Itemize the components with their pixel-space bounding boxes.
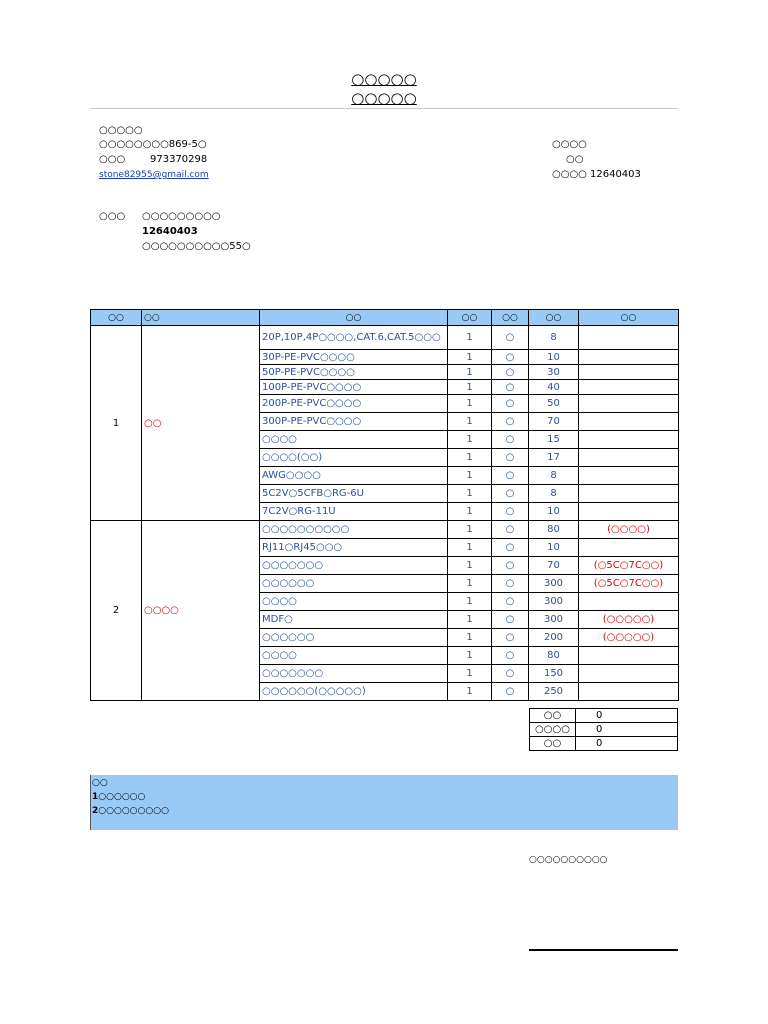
item-name-cell: ○○○○○○ [260, 575, 448, 593]
group-category-cell: ○○ [142, 326, 260, 521]
item-qty-cell: 1 [448, 350, 492, 365]
item-remark-cell: (○○○○○) [579, 611, 679, 629]
notes-line-1: 1○○○○○○ [92, 792, 146, 802]
item-price-cell: 8 [529, 326, 579, 350]
quote-info-label-3: ○○○○ [552, 169, 587, 180]
item-remark-cell [579, 350, 679, 365]
item-qty-cell: 1 [448, 395, 492, 413]
item-qty-cell: 1 [448, 647, 492, 665]
customer-label: ○○○ [99, 211, 126, 222]
item-remark-cell [579, 365, 679, 380]
item-unit-cell: ○ [492, 647, 529, 665]
item-unit-cell: ○ [492, 521, 529, 539]
item-unit-cell: ○ [492, 431, 529, 449]
item-qty-cell: 1 [448, 611, 492, 629]
group-index-cell: 2 [91, 521, 142, 701]
item-price-cell: 40 [529, 380, 579, 395]
item-price-cell: 10 [529, 539, 579, 557]
item-name-cell: 100P-PE-PVC○○○○ [260, 380, 448, 395]
company-phone-label: ○○○ [99, 154, 126, 165]
item-unit-cell: ○ [492, 575, 529, 593]
item-unit-cell: ○ [492, 413, 529, 431]
item-unit-cell: ○ [492, 557, 529, 575]
item-name-cell: ○○○○○○○○○○ [260, 521, 448, 539]
item-remark-cell [579, 449, 679, 467]
column-header-remark: ○○ [579, 310, 679, 326]
item-name-cell: ○○○○ [260, 431, 448, 449]
quote-info-value-3: 12640403 [590, 169, 641, 180]
totals-label: ○○ [530, 709, 576, 723]
totals-label: ○○○○ [530, 723, 576, 737]
item-unit-cell: ○ [492, 611, 529, 629]
item-unit-cell: ○ [492, 326, 529, 350]
company-phone: 973370298 [150, 154, 208, 165]
item-name-cell: AWG○○○○ [260, 467, 448, 485]
item-remark-cell [579, 380, 679, 395]
customer-tax-id: 12640403 [142, 226, 198, 237]
quote-info-label-2: ○○ [566, 154, 584, 165]
table-header-row [91, 310, 679, 326]
totals-label: ○○ [530, 737, 576, 751]
item-qty-cell: 1 [448, 575, 492, 593]
item-qty-cell: 1 [448, 557, 492, 575]
company-name: ○○○○○ [99, 125, 143, 136]
document-title-line2: ○○○○○ [351, 89, 417, 107]
header-divider [90, 108, 678, 109]
item-qty-cell: 1 [448, 431, 492, 449]
item-qty-cell: 1 [448, 449, 492, 467]
item-remark-cell: (○○○○) [579, 521, 679, 539]
item-price-cell: 80 [529, 647, 579, 665]
signature-line [529, 949, 678, 951]
item-qty-cell: 1 [448, 521, 492, 539]
item-price-cell: 300 [529, 611, 579, 629]
item-price-cell: 50 [529, 395, 579, 413]
item-remark-cell [579, 647, 679, 665]
item-price-cell: 10 [529, 503, 579, 521]
item-price-cell: 300 [529, 575, 579, 593]
customer-name: ○○○○○○○○○ [142, 211, 221, 222]
item-remark-cell [579, 503, 679, 521]
item-qty-cell: 1 [448, 380, 492, 395]
item-remark-cell [579, 485, 679, 503]
item-qty-cell: 1 [448, 485, 492, 503]
item-name-cell: 7C2V○RG-11U [260, 503, 448, 521]
item-price-cell: 80 [529, 521, 579, 539]
column-header-category: ○○ [142, 310, 260, 326]
item-name-cell: 300P-PE-PVC○○○○ [260, 413, 448, 431]
item-qty-cell: 1 [448, 326, 492, 350]
notes-line-2: 2○○○○○○○○○ [92, 806, 169, 816]
item-name-cell: MDF○ [260, 611, 448, 629]
column-header-price: ○○ [529, 310, 579, 326]
item-remark-cell [579, 593, 679, 611]
item-name-cell: 5C2V○5CFB○RG-6U [260, 485, 448, 503]
company-email-link[interactable]: stone82955@gmail.com [99, 170, 209, 180]
document-title-line1: ○○○○○ [351, 70, 417, 88]
item-unit-cell: ○ [492, 593, 529, 611]
quote-items-table [90, 309, 679, 701]
column-header-item: ○○ [260, 310, 448, 326]
totals-table [529, 708, 678, 751]
item-price-cell: 300 [529, 593, 579, 611]
item-name-cell: ○○○○○○○ [260, 665, 448, 683]
item-remark-cell [579, 431, 679, 449]
item-unit-cell: ○ [492, 365, 529, 380]
item-unit-cell: ○ [492, 629, 529, 647]
item-price-cell: 10 [529, 350, 579, 365]
item-unit-cell: ○ [492, 467, 529, 485]
column-header-index: ○○ [91, 310, 142, 326]
item-price-cell: 8 [529, 485, 579, 503]
item-name-cell: 50P-PE-PVC○○○○ [260, 365, 448, 380]
item-price-cell: 17 [529, 449, 579, 467]
table-row [91, 521, 679, 539]
column-header-qty: ○○ [448, 310, 492, 326]
column-header-unit: ○○ [492, 310, 529, 326]
item-name-cell: 20P,10P,4P○○○○,CAT.6,CAT.5○○○ [260, 326, 448, 350]
item-unit-cell: ○ [492, 449, 529, 467]
notes-box [90, 775, 678, 830]
item-qty-cell: 1 [448, 503, 492, 521]
item-name-cell: 30P-PE-PVC○○○○ [260, 350, 448, 365]
item-qty-cell: 1 [448, 467, 492, 485]
group-category-cell: ○○○○ [142, 521, 260, 701]
company-address: ○○○○○○○○869-5○ [99, 139, 207, 150]
totals-value: 0 [576, 737, 678, 751]
item-remark-cell [579, 683, 679, 701]
item-remark-cell: (○○○○○) [579, 629, 679, 647]
item-price-cell: 70 [529, 413, 579, 431]
item-remark-cell [579, 395, 679, 413]
item-name-cell: ○○○○(○○) [260, 449, 448, 467]
totals-value: 0 [576, 723, 678, 737]
item-remark-cell: (○5C○7C○○) [579, 557, 679, 575]
item-unit-cell: ○ [492, 485, 529, 503]
notes-title: ○○ [92, 778, 108, 788]
item-name-cell: ○○○○ [260, 647, 448, 665]
item-unit-cell: ○ [492, 350, 529, 365]
item-price-cell: 15 [529, 431, 579, 449]
item-unit-cell: ○ [492, 665, 529, 683]
item-price-cell: 200 [529, 629, 579, 647]
item-price-cell: 8 [529, 467, 579, 485]
item-price-cell: 70 [529, 557, 579, 575]
item-name-cell: ○○○○○○○ [260, 557, 448, 575]
item-qty-cell: 1 [448, 629, 492, 647]
item-remark-cell [579, 413, 679, 431]
totals-row-tax [530, 723, 678, 737]
item-qty-cell: 1 [448, 539, 492, 557]
item-qty-cell: 1 [448, 683, 492, 701]
totals-value: 0 [576, 709, 678, 723]
item-qty-cell: 1 [448, 365, 492, 380]
item-remark-cell [579, 467, 679, 485]
item-price-cell: 150 [529, 665, 579, 683]
item-qty-cell: 1 [448, 413, 492, 431]
item-remark-cell [579, 539, 679, 557]
item-unit-cell: ○ [492, 395, 529, 413]
quote-info-label-1: ○○○○ [552, 139, 587, 150]
item-remark-cell [579, 665, 679, 683]
item-unit-cell: ○ [492, 380, 529, 395]
totals-row-total [530, 737, 678, 751]
customer-address: ○○○○○○○○○○55○ [142, 241, 251, 252]
item-price-cell: 30 [529, 365, 579, 380]
item-unit-cell: ○ [492, 503, 529, 521]
item-unit-cell: ○ [492, 539, 529, 557]
item-price-cell: 250 [529, 683, 579, 701]
table-row [91, 326, 679, 350]
item-name-cell: 200P-PE-PVC○○○○ [260, 395, 448, 413]
item-name-cell: ○○○○○○(○○○○○) [260, 683, 448, 701]
item-remark-cell [579, 326, 679, 350]
item-name-cell: ○○○○○○ [260, 629, 448, 647]
item-qty-cell: 1 [448, 593, 492, 611]
item-name-cell: ○○○○ [260, 593, 448, 611]
totals-row-subtotal [530, 709, 678, 723]
item-remark-cell: (○5C○7C○○) [579, 575, 679, 593]
signature-label: ○○○○○○○○○○ [529, 855, 608, 865]
item-name-cell: RJ11○RJ45○○○ [260, 539, 448, 557]
item-qty-cell: 1 [448, 665, 492, 683]
group-index-cell: 1 [91, 326, 142, 521]
item-unit-cell: ○ [492, 683, 529, 701]
